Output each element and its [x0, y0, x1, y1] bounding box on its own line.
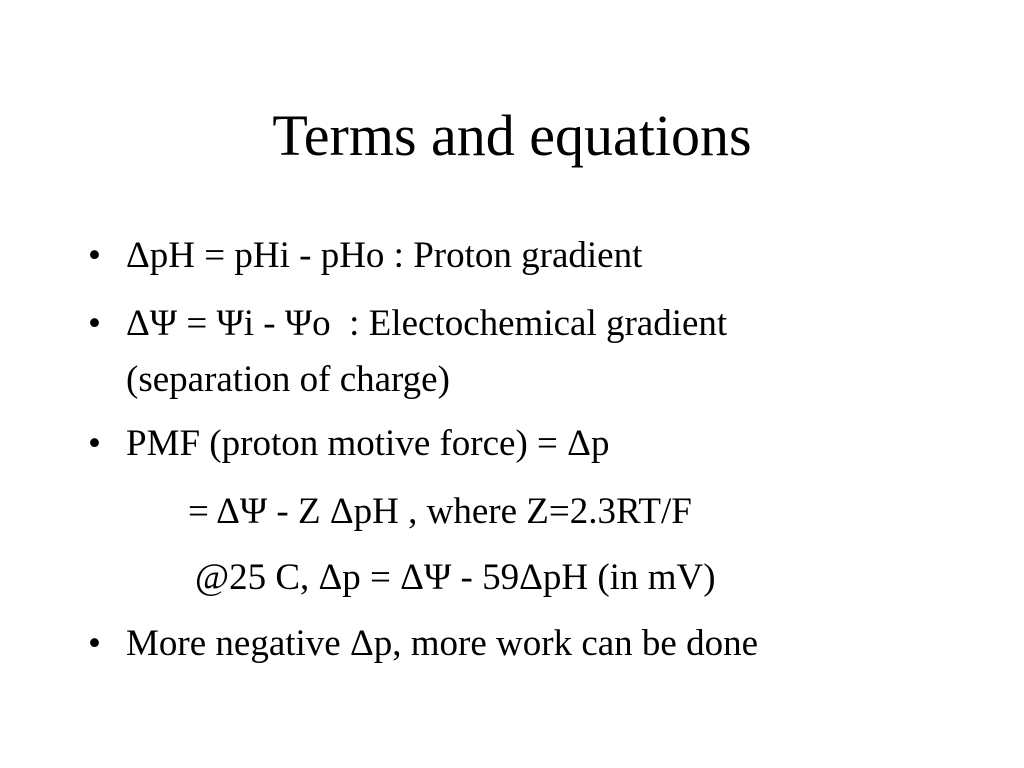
- bullet-text: ΔpH = pHi - pHo : Proton gradient: [126, 235, 643, 276]
- bullet-text: PMF (proton motive force) = Δp: [126, 423, 610, 464]
- equation-text: @25 C, Δp = ΔΨ - 59ΔpH (in mV): [195, 557, 716, 598]
- equation-continuation: [188, 484, 692, 540]
- equation-text: = ΔΨ - Z ΔpH , where Z=2.3RT/F: [188, 491, 692, 532]
- bullet-marker: •: [88, 623, 101, 664]
- bullet-item: [88, 228, 642, 284]
- slide-title: Terms and equations: [272, 103, 752, 168]
- bullet-marker: •: [88, 303, 101, 344]
- bullet-text: ΔΨ = Ψi - Ψo : Electochemical gradient: [126, 303, 728, 344]
- bullet-marker: •: [88, 423, 101, 464]
- bullet-item: [88, 616, 758, 672]
- bullet-text: More negative Δp, more work can be done: [126, 623, 759, 664]
- bullet-marker: •: [88, 235, 101, 276]
- bullet-text-continued: (separation of charge): [126, 359, 450, 400]
- equation-continuation: [195, 550, 716, 606]
- bullet-item: [88, 416, 609, 472]
- bullet-item: [88, 296, 727, 408]
